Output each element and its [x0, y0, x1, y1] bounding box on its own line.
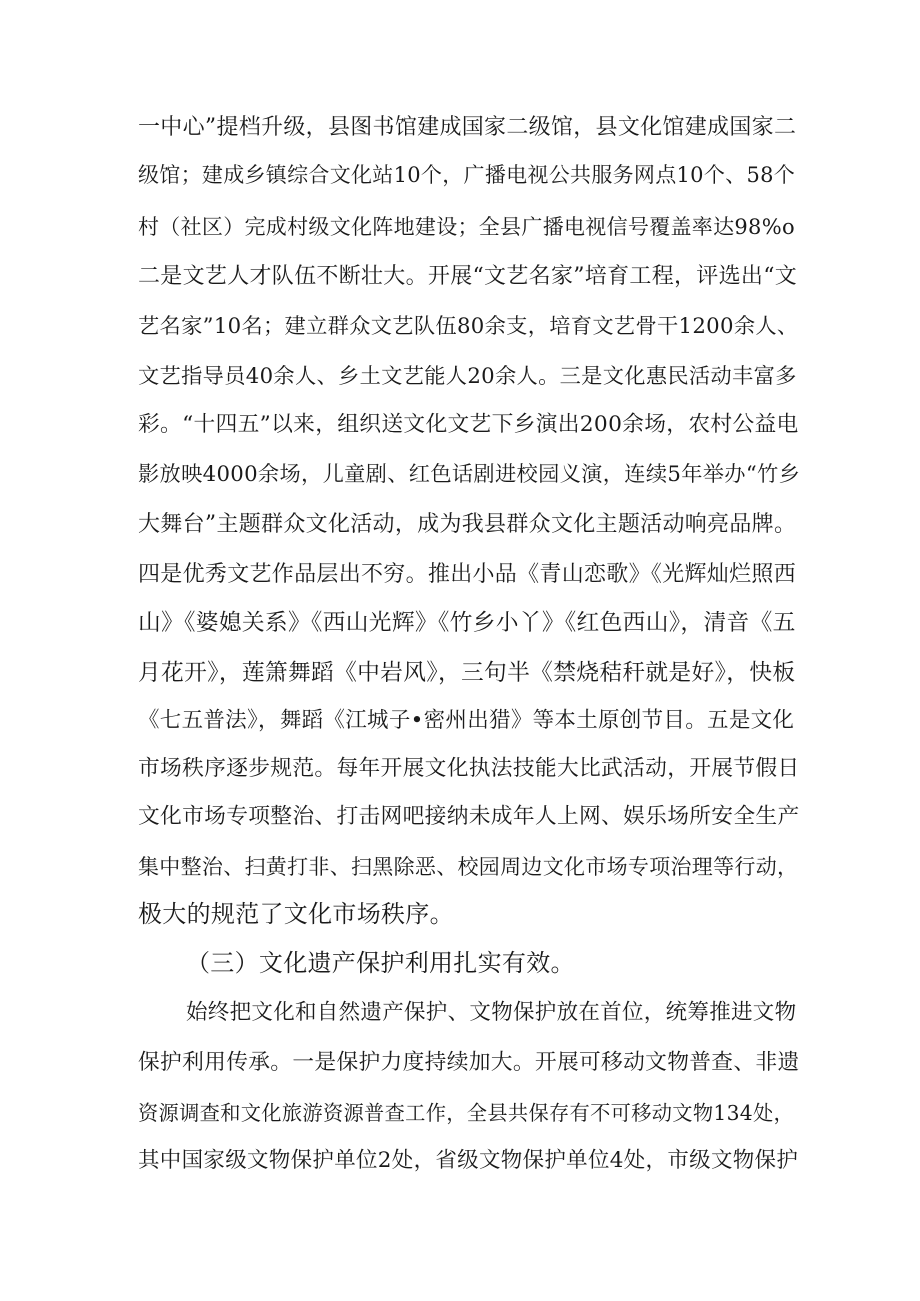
text-line: 其中国家级文物保护单位2处，省级文物保护单位4处，市级文物保护 — [138, 1148, 799, 1173]
text-line: 二是文艺人才队伍不断壮大。开展“文艺名家”培育工程，评选出“文 — [138, 264, 798, 289]
text-line: 保护利用传承。一是保护力度持续加大。开展可移动文物普查、非遗 — [138, 1050, 800, 1075]
text-line: 四是优秀文艺作品层出不穷。推出小品《青山恋歌》《光辉灿烂照西 — [138, 562, 797, 587]
text-line: 极大的规范了文化市场秩序。 — [138, 900, 454, 928]
text-line: 艺名家”10名；建立群众文艺队伍80余支，培育文艺骨干1200余人、 — [138, 314, 799, 339]
text-line: 始终把文化和自然遗产保护、文物保护放在首位，统筹推进文物 — [186, 1000, 797, 1025]
text-line: 《七五普法》，舞蹈《江城子•密州出猎》等本土原创节目。五是文化 — [138, 708, 795, 733]
text-line: 资源调查和文化旅游资源普查工作，全县共保存有不可移动文物134处， — [138, 1101, 795, 1125]
section-heading: （三）文化遗产保护利用扎实有效。 — [186, 949, 575, 977]
text-line: 市场秩序逐步规范。每年开展文化执法技能大比武活动，开展节假日 — [138, 756, 800, 781]
text-line: 文艺指导员40余人、乡土文艺能人20余人。三是文化惠民活动丰富多 — [138, 364, 797, 389]
text-line: 彩。“十四五”以来，组织送文化文艺下乡演出200余场，农村公益电 — [138, 412, 799, 437]
text-line: 一中心”提档升级，县图书馆建成国家二级馆，县文化馆建成国家二 — [138, 115, 797, 140]
text-line: 影放映4000余场，儿童剧、红色话剧进校园义演，连续5年举办“竹乡 — [138, 462, 801, 487]
text-line: 村（社区）完成村级文化阵地建设；全县广播电视信号覆盖率达98%o — [138, 215, 795, 239]
text-line: 级馆；建成乡镇综合文化站10个，广播电视公共服务网点10个、58个 — [138, 163, 796, 187]
text-line: 集中整治、扫黄打非、扫黑除恶、校园周边文化市场专项治理等行动， — [138, 855, 799, 879]
text-line: 大舞台”主题群众文化活动，成为我县群众文化主题活动响亮品牌。 — [138, 512, 797, 537]
text-line: 山》《婆媳关系》《西山光辉》《竹乡小丫》《红色西山》，清音《五 — [138, 610, 796, 636]
text-line: 文化市场专项整治、打击网吧接纳未成年人上网、娱乐场所安全生产 — [138, 804, 800, 829]
text-line: 月花开》，莲箫舞蹈《中岩风》，三句半《禁烧秸秆就是好》，快板 — [138, 660, 796, 686]
